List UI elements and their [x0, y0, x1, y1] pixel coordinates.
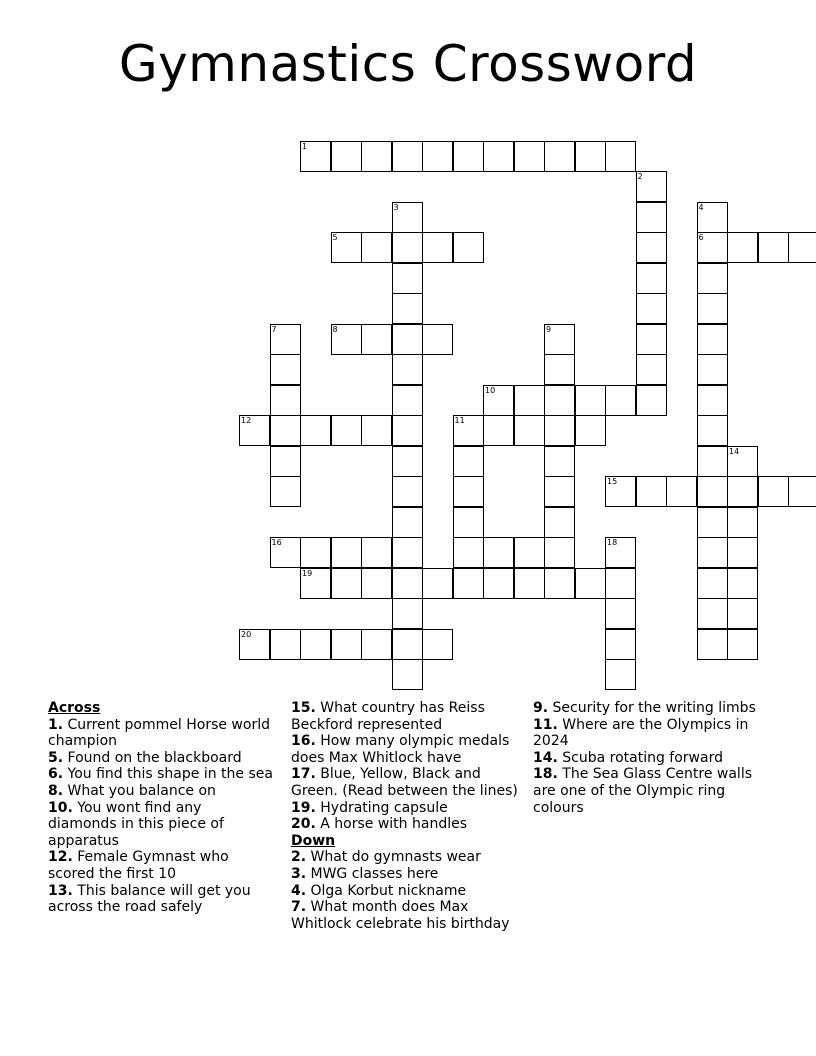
- grid-cell[interactable]: [331, 141, 362, 172]
- grid-cell[interactable]: [544, 507, 575, 538]
- grid-cell[interactable]: [422, 324, 453, 355]
- grid-cell[interactable]: [727, 232, 758, 263]
- grid-cell[interactable]: [483, 537, 514, 568]
- grid-cell[interactable]: [788, 232, 816, 263]
- clue-column-1: [48, 700, 273, 916]
- grid-cell[interactable]: [453, 141, 484, 172]
- clue-number: 6: [698, 233, 704, 242]
- grid-cell[interactable]: [392, 568, 423, 599]
- grid-cell[interactable]: [392, 293, 423, 324]
- grid-cell[interactable]: [331, 324, 362, 355]
- clue-across-8: 8. What you balance on: [48, 782, 216, 799]
- grid-cell[interactable]: [270, 415, 301, 446]
- grid-cell[interactable]: [697, 324, 728, 355]
- grid-cell[interactable]: [483, 141, 514, 172]
- grid-cell[interactable]: [392, 263, 423, 294]
- grid-cell[interactable]: [483, 415, 514, 446]
- grid-cell[interactable]: [392, 354, 423, 385]
- grid-cell[interactable]: [636, 232, 667, 263]
- grid-cell[interactable]: [697, 385, 728, 416]
- grid-cell[interactable]: [544, 385, 575, 416]
- grid-cell[interactable]: [270, 385, 301, 416]
- grid-cell[interactable]: [453, 568, 484, 599]
- grid-cell[interactable]: [544, 476, 575, 507]
- grid-cell[interactable]: [392, 141, 423, 172]
- grid-cell[interactable]: [605, 141, 636, 172]
- clue-across-16: 16. How many olympic medals does Max Whitlock have: [291, 733, 510, 766]
- grid-cell[interactable]: [605, 629, 636, 660]
- grid-cell[interactable]: [453, 476, 484, 507]
- grid-cell[interactable]: [727, 507, 758, 538]
- clue-across-10: 10. You wont find any diamonds in this piece of apparatus: [48, 799, 224, 849]
- clue-number: 18: [607, 538, 618, 547]
- grid-cell[interactable]: [605, 385, 636, 416]
- clue-number: 12: [241, 416, 252, 425]
- clue-down-9: 9. Security for the writing limbs: [533, 700, 756, 716]
- grid-cell[interactable]: [575, 568, 606, 599]
- clue-number: 5: [332, 233, 338, 242]
- grid-cell[interactable]: [392, 324, 423, 355]
- clue-across-1: 1. Current pommel Horse world champion: [48, 716, 270, 750]
- grid-cell[interactable]: [361, 415, 392, 446]
- grid-cell[interactable]: [270, 629, 301, 660]
- grid-cell[interactable]: [544, 446, 575, 477]
- grid-cell[interactable]: [392, 629, 423, 660]
- clue-number: 10: [485, 385, 496, 395]
- grid-cell[interactable]: [697, 415, 728, 446]
- grid-cell[interactable]: [483, 568, 514, 599]
- clue-number: 11: [454, 416, 465, 425]
- grid-cell[interactable]: [453, 537, 484, 568]
- clue-across-17: 17. Blue, Yellow, Black and Green. (Read between the lines): [291, 766, 518, 799]
- grid-cell[interactable]: [636, 293, 667, 324]
- grid-cell[interactable]: [788, 476, 816, 507]
- grid-cell[interactable]: [697, 232, 728, 263]
- clue-number: 3: [393, 202, 399, 212]
- grid-cell[interactable]: [605, 537, 636, 568]
- grid-cell[interactable]: [239, 629, 270, 660]
- grid-cell[interactable]: [697, 598, 728, 629]
- clue-across-5: 5. Found on the blackboard: [48, 749, 242, 766]
- grid-cell[interactable]: [361, 537, 392, 568]
- clue-across-6: 6. You find this shape in the sea: [48, 766, 273, 783]
- grid-cell[interactable]: [392, 446, 423, 477]
- clue-across-12: 12. Female Gymnast who scored the first 10: [48, 849, 229, 882]
- grid-cell[interactable]: [544, 537, 575, 568]
- down-heading: Down: [291, 832, 336, 849]
- grid-cell[interactable]: [544, 568, 575, 599]
- clue-column-2: [291, 700, 526, 932]
- clue-down-14: 14. Scuba rotating forward: [533, 749, 723, 766]
- grid-cell[interactable]: [727, 446, 758, 477]
- grid-cell[interactable]: [453, 507, 484, 538]
- grid-cell[interactable]: [697, 568, 728, 599]
- clue-down-7: 7. What month does Max Whitlock celebrate his birthday: [291, 899, 510, 932]
- grid-cell[interactable]: [697, 507, 728, 538]
- grid-cell[interactable]: [697, 202, 728, 233]
- page-title: Gymnastics Crossword: [118, 35, 698, 93]
- grid-cell[interactable]: [270, 476, 301, 507]
- grid-cell[interactable]: [697, 537, 728, 568]
- grid-cell[interactable]: [392, 507, 423, 538]
- clue-number: 1: [302, 141, 308, 151]
- grid-cell[interactable]: [575, 385, 606, 416]
- grid-cell[interactable]: [453, 232, 484, 263]
- grid-cell[interactable]: [636, 324, 667, 355]
- grid-cell[interactable]: [331, 568, 362, 599]
- grid-cell[interactable]: [697, 263, 728, 294]
- grid-cell[interactable]: [453, 446, 484, 477]
- grid-cell[interactable]: [300, 537, 331, 568]
- grid-cell[interactable]: [453, 415, 484, 446]
- clue-number: 4: [698, 202, 704, 212]
- clue-column-3: [533, 700, 768, 816]
- grid-cell[interactable]: [544, 324, 575, 355]
- clue-down-4: 4. Olga Korbut nickname: [291, 882, 467, 899]
- clue-down-18: 18. The Sea Glass Centre walls are one of the Olympic ring colours: [533, 766, 753, 816]
- grid-cell[interactable]: [727, 568, 758, 599]
- grid-cell[interactable]: [697, 354, 728, 385]
- grid-cell[interactable]: [422, 141, 453, 172]
- grid-cell[interactable]: [392, 476, 423, 507]
- grid-cell[interactable]: [331, 629, 362, 660]
- grid-cell[interactable]: [331, 415, 362, 446]
- grid-cell[interactable]: [636, 476, 667, 507]
- grid-cell[interactable]: [392, 598, 423, 629]
- grid-cell[interactable]: [422, 232, 453, 263]
- grid-cell[interactable]: [727, 537, 758, 568]
- grid-cell[interactable]: [514, 415, 545, 446]
- grid-cell[interactable]: [666, 476, 697, 507]
- clue-number: 16: [271, 538, 282, 547]
- clue-number: 2: [637, 172, 643, 181]
- grid-cell[interactable]: [636, 385, 667, 416]
- grid-cell[interactable]: [758, 232, 789, 263]
- grid-cell[interactable]: [331, 232, 362, 263]
- grid-cell[interactable]: [605, 598, 636, 629]
- grid-cell[interactable]: [544, 354, 575, 385]
- grid-cell[interactable]: [239, 415, 270, 446]
- grid-cell[interactable]: [270, 324, 301, 355]
- grid-cell[interactable]: [697, 446, 728, 477]
- clue-across-13: 13. This balance will get you across the road safely: [48, 882, 251, 916]
- grid-cell[interactable]: [392, 537, 423, 568]
- grid-cell[interactable]: [300, 141, 331, 172]
- grid-cell[interactable]: [361, 232, 392, 263]
- clue-number: 15: [607, 477, 618, 486]
- grid-cell[interactable]: [270, 446, 301, 477]
- across-heading: Across: [48, 700, 101, 716]
- grid-cell[interactable]: [361, 141, 392, 172]
- grid-cell[interactable]: [300, 568, 331, 599]
- clue-number: 19: [302, 568, 313, 578]
- grid-cell[interactable]: [636, 354, 667, 385]
- grid-cell[interactable]: [392, 659, 423, 690]
- grid-cell[interactable]: [361, 629, 392, 660]
- grid-cell[interactable]: [361, 568, 392, 599]
- grid-cell[interactable]: [575, 415, 606, 446]
- grid-cell[interactable]: [727, 629, 758, 660]
- grid-cell[interactable]: [605, 659, 636, 690]
- grid-cell[interactable]: [636, 171, 667, 202]
- grid-cell[interactable]: [636, 263, 667, 294]
- grid-cell[interactable]: [422, 629, 453, 660]
- grid-cell[interactable]: [697, 629, 728, 660]
- grid-cell[interactable]: [727, 598, 758, 629]
- grid-cell[interactable]: [392, 232, 423, 263]
- clue-number: 20: [241, 629, 252, 639]
- grid-cell[interactable]: [758, 476, 789, 507]
- grid-cell[interactable]: [483, 385, 514, 416]
- clue-number: 8: [332, 324, 338, 334]
- grid-cell[interactable]: [636, 202, 667, 233]
- grid-cell[interactable]: [392, 202, 423, 233]
- clue-across-19: 19. Hydrating capsule: [291, 799, 448, 816]
- clue-across-20: 20. A horse with handles: [291, 816, 468, 833]
- clue-number: 14: [729, 446, 740, 456]
- grid-cell[interactable]: [697, 293, 728, 324]
- grid-cell[interactable]: [392, 385, 423, 416]
- grid-cell[interactable]: [544, 141, 575, 172]
- grid-cell[interactable]: [361, 324, 392, 355]
- grid-cell[interactable]: [392, 415, 423, 446]
- grid-cell[interactable]: [514, 537, 545, 568]
- clue-down-11: 11. Where are the Olympics in 2024: [533, 716, 749, 750]
- grid-cell[interactable]: [514, 385, 545, 416]
- grid-cell[interactable]: [270, 537, 301, 568]
- grid-cell[interactable]: [300, 415, 331, 446]
- grid-cell[interactable]: [422, 568, 453, 599]
- clue-number: 7: [271, 324, 277, 334]
- clue-down-3: 3. MWG classes here: [291, 865, 439, 882]
- grid-cell[interactable]: [270, 354, 301, 385]
- grid-cell[interactable]: [514, 141, 545, 172]
- grid-cell[interactable]: [544, 415, 575, 446]
- clue-across-15: 15. What country has Reiss Beckford represented: [291, 700, 485, 733]
- clue-down-2: 2. What do gymnasts wear: [291, 849, 481, 866]
- grid-cell[interactable]: [605, 568, 636, 599]
- grid-cell[interactable]: [514, 568, 545, 599]
- grid-cell[interactable]: [331, 537, 362, 568]
- clue-number: 9: [546, 324, 552, 334]
- grid-cell[interactable]: [697, 476, 728, 507]
- grid-cell[interactable]: [727, 476, 758, 507]
- grid-cell[interactable]: [575, 141, 606, 172]
- grid-cell[interactable]: [605, 476, 636, 507]
- grid-cell[interactable]: [300, 629, 331, 660]
